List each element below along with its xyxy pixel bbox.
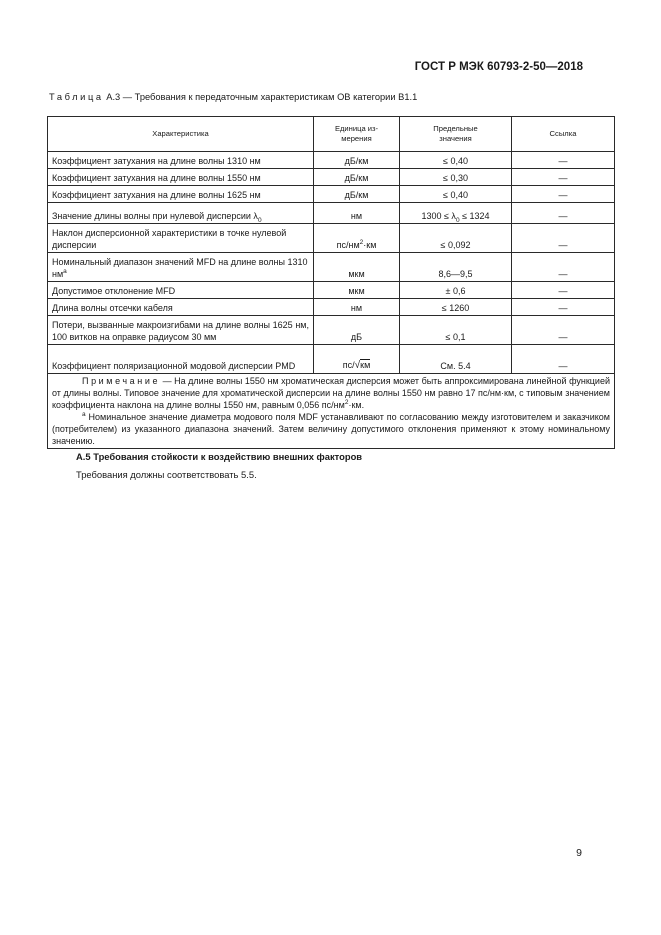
section-paragraph: Требования должны соответствовать 5.5. — [76, 469, 257, 480]
table-header-row — [48, 117, 615, 152]
table-row — [48, 186, 615, 203]
cell-characteristic — [48, 253, 314, 282]
table-note-superscript: 2 — [344, 399, 349, 406]
table-note-text-end: ·км. — [348, 400, 365, 410]
cell-unit: мкм — [314, 253, 400, 282]
column-header-unit — [314, 117, 400, 152]
table-note-row — [48, 374, 615, 449]
column-header-unit-line1: Единица из- — [334, 124, 379, 133]
table-row — [48, 345, 615, 374]
cell-limit: 8,6—9,5 — [400, 253, 512, 282]
cell-reference: — — [512, 203, 615, 224]
cell-unit: мкм — [314, 282, 400, 299]
cell-limit: ± 0,6 — [400, 282, 512, 299]
table-row — [48, 152, 615, 169]
page-number: 9 — [576, 847, 582, 859]
table-caption — [49, 92, 417, 102]
document-standard-header: ГОСТ Р МЭК 60793-2-50—2018 — [414, 61, 583, 73]
cell-characteristic: Коэффициент поляризационной модовой дисперсии PMD — [48, 345, 314, 374]
cell-characteristic-subscript: 0 — [257, 216, 262, 224]
cell-characteristic — [48, 203, 314, 224]
cell-unit: нм — [314, 299, 400, 316]
cell-unit-radicand: км — [360, 360, 371, 370]
cell-unit: дБ — [314, 316, 400, 345]
table-row — [48, 203, 615, 224]
cell-unit: дБ/км — [314, 169, 400, 186]
cell-reference: — — [512, 253, 615, 282]
square-root-symbol: √ — [354, 360, 361, 371]
cell-limit-text-end: ≤ 1324 — [459, 211, 490, 221]
table-row — [48, 253, 615, 282]
cell-characteristic: Коэффициент затухания на длине волны 1625 нм — [48, 186, 314, 203]
cell-characteristic: Допустимое отклонение MFD — [48, 282, 314, 299]
cell-limit-text: 1300 ≤ λ — [421, 211, 456, 221]
cell-characteristic: Наклон дисперсионной характеристики в точке нулевой дисперсии — [48, 224, 314, 253]
cell-reference: — — [512, 152, 615, 169]
cell-characteristic: Длина волны отсечки кабеля — [48, 299, 314, 316]
cell-characteristic: Коэффициент затухания на длине волны 1310 нм — [48, 152, 314, 169]
cell-unit: дБ/км — [314, 152, 400, 169]
column-header-reference: Ссылка — [512, 117, 615, 152]
cell-unit — [314, 224, 400, 253]
table-caption-title: А.3 — Требования к передаточным характеристикам ОВ категории B1.1 — [103, 92, 418, 102]
cell-limit: ≤ 0,40 — [400, 186, 512, 203]
cell-reference: — — [512, 299, 615, 316]
cell-limit-subscript: 0 — [455, 216, 460, 224]
table-row — [48, 316, 615, 345]
cell-reference: — — [512, 345, 615, 374]
table-row — [48, 282, 615, 299]
footnote-marker: a — [82, 411, 86, 418]
table-note-text: — На длине волны 1550 нм хроматическая дисперсия может быть аппроксимирована линейной функцией от длины волны. Типовое значение для хроматической дисперсии на длине волны 1550 нм равно 17 пс/нм·км, с типовым значением коэффициента наклона на длине волны 1550 нм, равным 0,056 пс/нм — [52, 376, 610, 410]
footnote-marker: a — [63, 268, 67, 275]
cell-reference: — — [512, 169, 615, 186]
table-note-cell — [48, 374, 615, 449]
column-header-characteristic: Характеристика — [48, 117, 314, 152]
section-heading: А.5 Требования стойкости к воздействию внешних факторов — [76, 451, 363, 462]
table-footnote — [52, 411, 610, 447]
table-caption-label: Таблица — [49, 92, 104, 102]
cell-limit: ≤ 0,30 — [400, 169, 512, 186]
cell-characteristic: Потери, вызванные макроизгибами на длине волны 1625 нм, 100 витков на оправке радиусом 30 мм — [48, 316, 314, 345]
table-row — [48, 224, 615, 253]
cell-limit: ≤ 1260 — [400, 299, 512, 316]
requirements-table — [47, 116, 615, 449]
cell-reference: — — [512, 224, 615, 253]
cell-unit-text: пс/нм — [336, 240, 360, 250]
cell-unit: дБ/км — [314, 186, 400, 203]
cell-unit-superscript: 2 — [359, 239, 364, 246]
cell-characteristic-text: Номинальный диапазон значений MFD на длине волны 1310 нм — [52, 257, 308, 279]
cell-reference: — — [512, 186, 615, 203]
cell-limit: ≤ 0,1 — [400, 316, 512, 345]
cell-unit-text-end: ·км — [363, 240, 377, 250]
cell-limit: ≤ 0,40 — [400, 152, 512, 169]
cell-limit — [400, 203, 512, 224]
column-header-limit-line1: Предельные — [433, 124, 478, 133]
table-note — [52, 375, 610, 411]
cell-characteristic: Коэффициент затухания на длине волны 1550 нм — [48, 169, 314, 186]
column-header-unit-line2: мерения — [341, 134, 372, 143]
table-note-label: Примечание — [82, 376, 161, 386]
table-row — [48, 169, 615, 186]
cell-unit: нм — [314, 203, 400, 224]
cell-limit: См. 5.4 — [400, 345, 512, 374]
table-row — [48, 299, 615, 316]
column-header-limit-line2: значения — [439, 134, 472, 143]
cell-limit: ≤ 0,092 — [400, 224, 512, 253]
cell-reference: — — [512, 316, 615, 345]
cell-unit — [314, 345, 400, 374]
column-header-limit — [400, 117, 512, 152]
cell-characteristic-text: Значение длины волны при нулевой дисперсии λ — [52, 211, 258, 221]
cell-reference: — — [512, 282, 615, 299]
table-footnote-text: Номинальное значение диаметра модового поля MDF устанавливают по согласованию между изготовителем и заказчиком (потребителем) из указанного диапазона значений. Затем величину допустимого отклонения применяют к этому номинальному значению. — [52, 412, 610, 446]
cell-unit-text: пс/ — [342, 360, 355, 370]
